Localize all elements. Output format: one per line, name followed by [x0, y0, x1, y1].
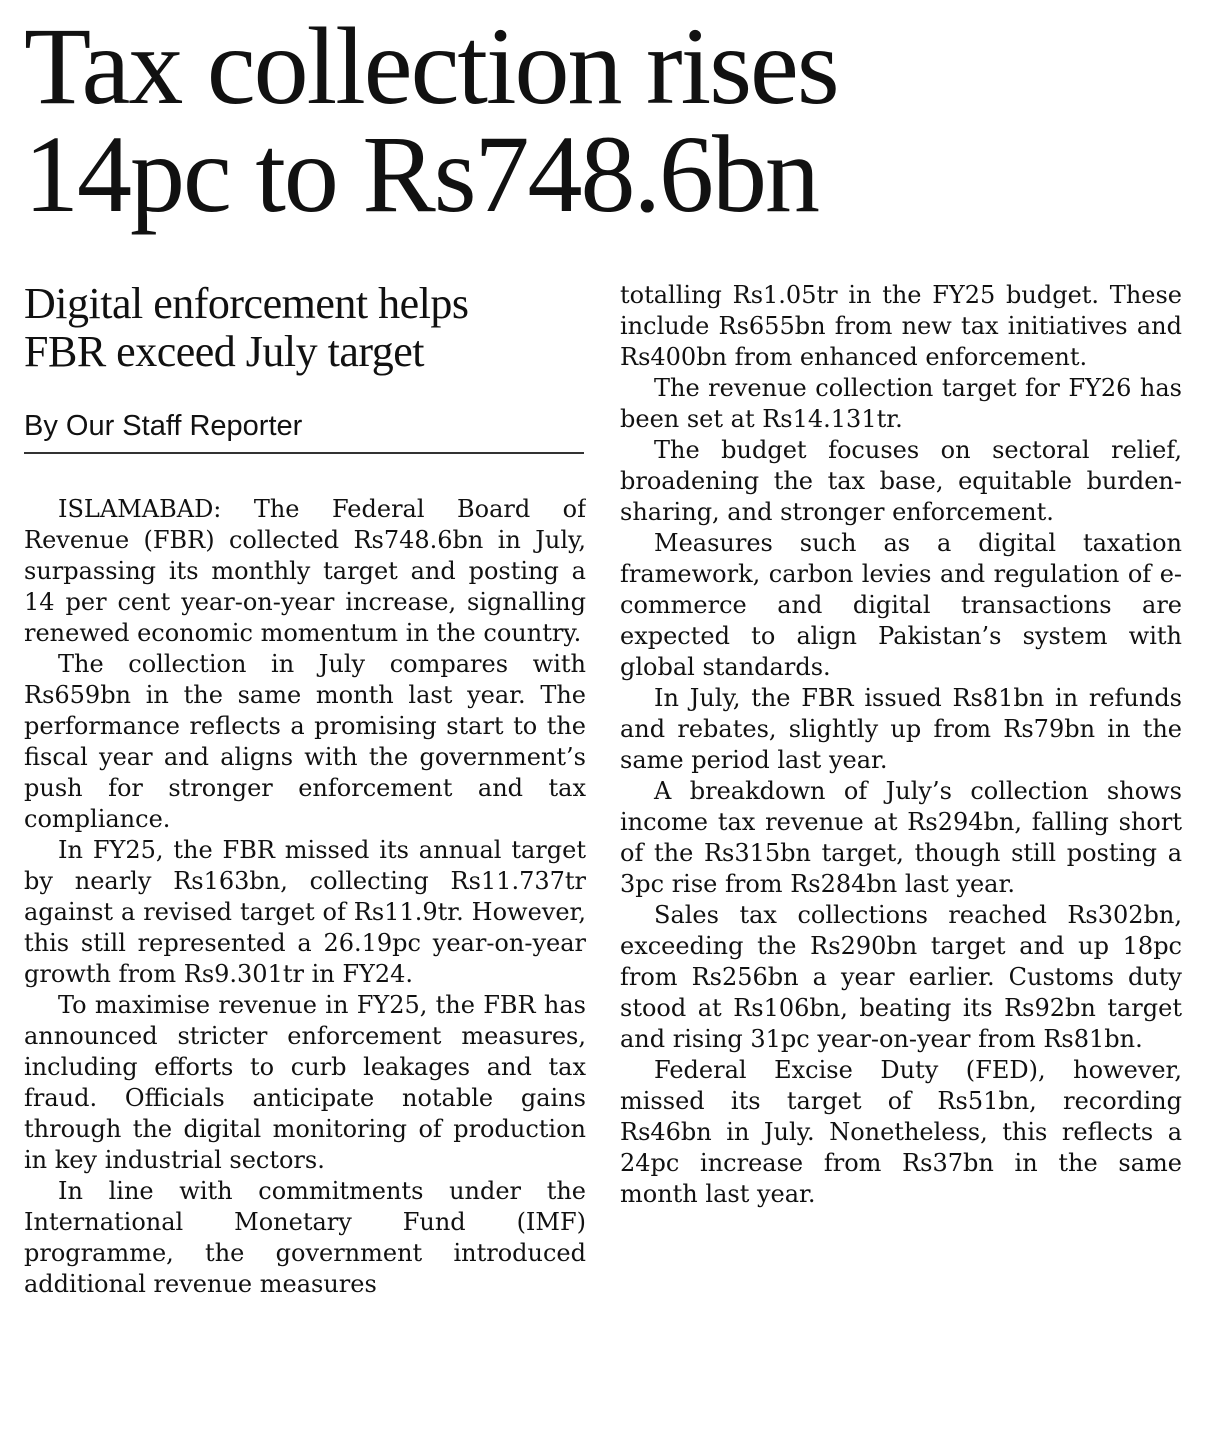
paragraph: In July, the FBR issued Rs81bn in refunds and rebates, slightly up from Rs79bn in the same period last year.: [620, 684, 1182, 774]
headline-line-2: 14pc to Rs748.6bn: [24, 113, 819, 235]
paragraph-dateline: ISLAMABAD: The Federal Board of Revenue (FBR) collected Rs748.6bn in July, surpassing its monthly target and posting a 14 per cent year-on-year increase, signalling renewed economic momentum in the country.: [24, 495, 586, 647]
headline: [24, 5, 1184, 235]
paragraph: Sales tax collections reached Rs302bn, exceeding the Rs290bn target and up 18pc from Rs256bn a year earlier. Customs duty stood at Rs106bn, beating its Rs92bn target and rising 31pc year-on-year from Rs81bn.: [620, 901, 1182, 1053]
headline-line-1: Tax collection rises: [24, 5, 838, 127]
paragraph: Federal Excise Duty (FED), however, missed its target of Rs51bn, recording Rs46bn in July. Nonetheless, this reflects a 24pc increase from Rs37bn in the same month last year.: [620, 1056, 1182, 1208]
subheadline: [24, 280, 594, 376]
paragraph: The collection in July compares with Rs659bn in the same month last year. The performance reflects a promising start to the fiscal year and aligns with the government’s push for stronger enforcement and tax compliance.: [24, 650, 586, 833]
article-column-left: [24, 494, 586, 1434]
paragraph: In FY25, the FBR missed its annual target by nearly Rs163bn, collecting Rs11.737tr against a revised target of Rs11.9tr. However, this still represented a 26.19pc year-on-year growth from Rs9.301tr in FY24.: [24, 836, 586, 988]
paragraph: The budget focuses on sectoral relief, broadening the tax base, equitable burden-sharing, and stronger enforcement.: [620, 436, 1182, 526]
paragraph: In line with commitments under the International Monetary Fund (IMF) programme, the government introduced additional revenue measures: [24, 1177, 586, 1298]
subheadline-line-2: FBR exceed July target: [24, 327, 424, 376]
article-column-right: [620, 280, 1182, 1434]
paragraph-continued: totalling Rs1.05tr in the FY25 budget. These include Rs655bn from new tax initiatives and Rs400bn from enhanced enforcement.: [620, 281, 1182, 371]
paragraph: A breakdown of July’s collection shows income tax revenue at Rs294bn, falling short of the Rs315bn target, though still posting a 3pc rise from Rs284bn last year.: [620, 777, 1182, 898]
subheadline-line-1: Digital enforcement helps: [24, 279, 469, 328]
paragraph: To maximise revenue in FY25, the FBR has announced stricter enforcement measures, including efforts to curb leakages and tax fraud. Officials anticipate notable gains through the digital monitoring of production in key industrial sectors.: [24, 991, 586, 1174]
paragraph: The revenue collection target for FY26 has been set at Rs14.131tr.: [620, 374, 1182, 433]
paragraph: Measures such as a digital taxation framework, carbon levies and regulation of e-commerce and digital transactions are expected to align Pakistan’s system with global standards.: [620, 529, 1182, 681]
byline: By Our Staff Reporter: [24, 408, 584, 454]
